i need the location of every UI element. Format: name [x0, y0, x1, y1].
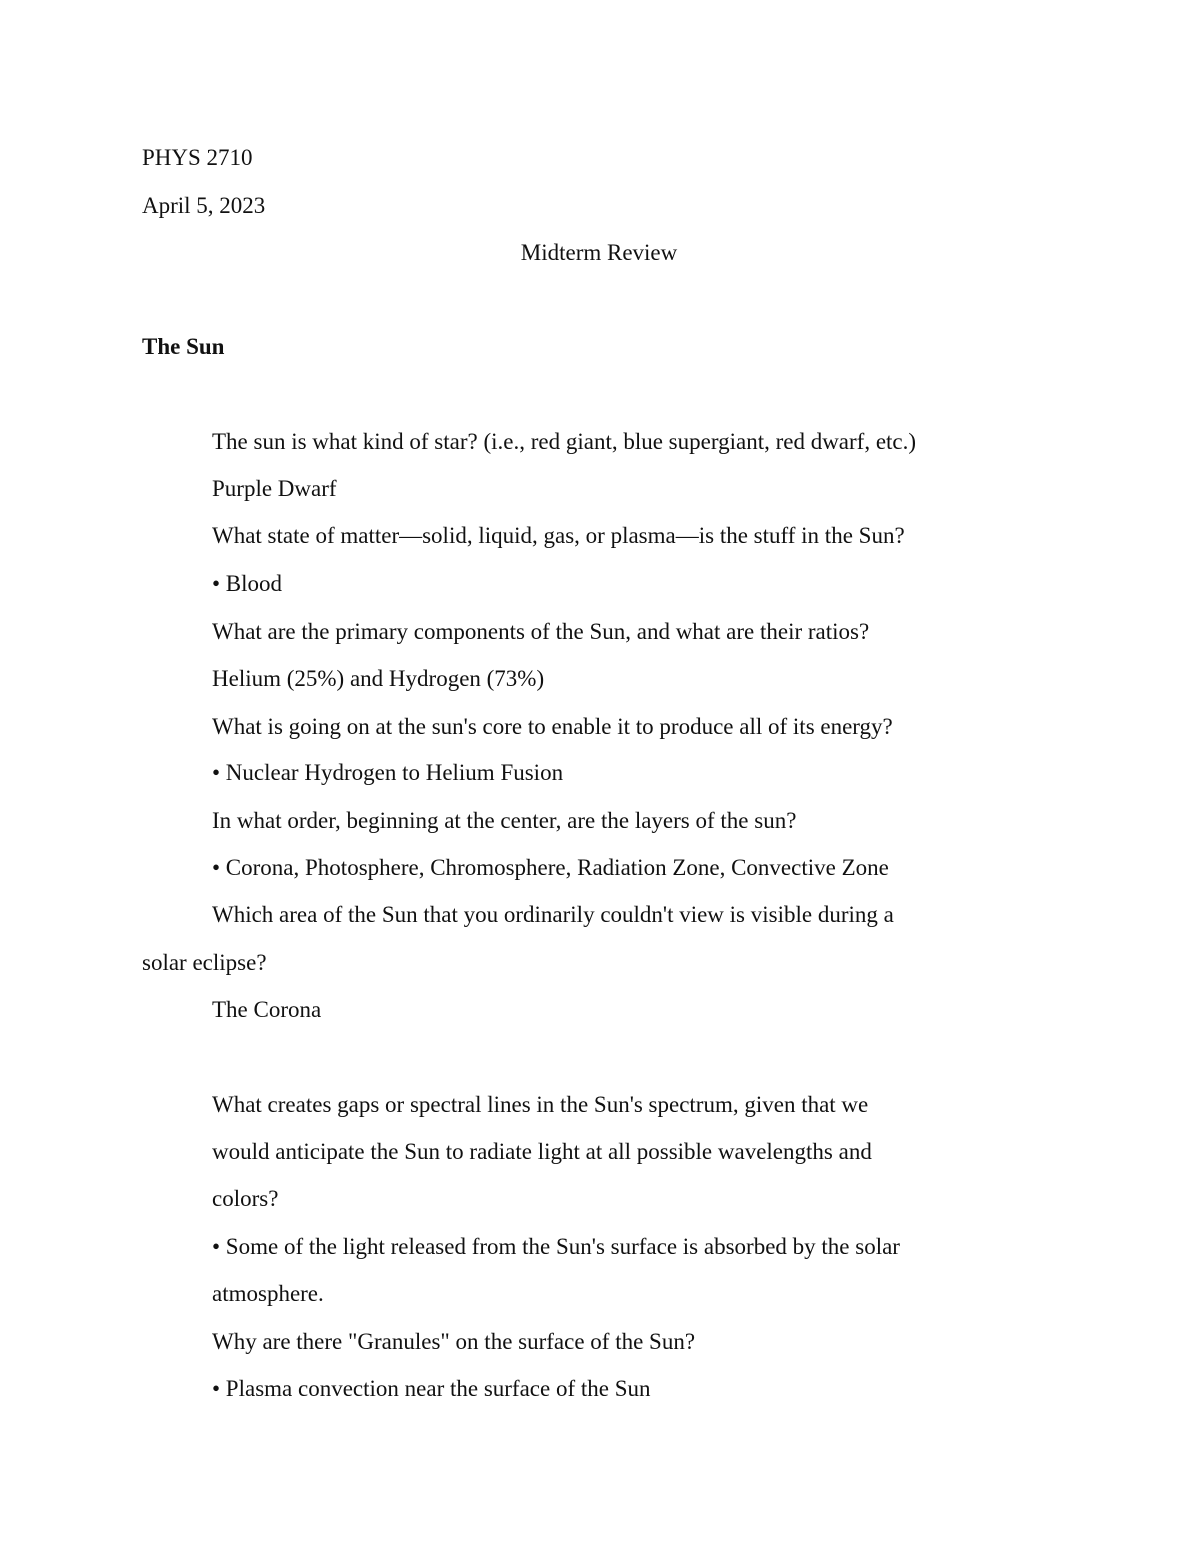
answer-star-type: Purple Dwarf [212, 476, 337, 501]
question-state-of-matter: What state of matter—solid, liquid, gas, or plasma—is the stuff in the Sun? [212, 523, 905, 548]
answer-core: • Nuclear Hydrogen to Helium Fusion [212, 760, 564, 785]
section-heading: The Sun [142, 334, 225, 359]
answer-spectrum-line-2: atmosphere. [212, 1281, 324, 1306]
question-granules: Why are there "Granules" on the surface of the Sun? [212, 1329, 696, 1354]
question-components: What are the primary components of the Sun, and what are their ratios? [212, 619, 870, 644]
answer-components: Helium (25%) and Hydrogen (73%) [212, 666, 545, 691]
answer-state-of-matter: • Blood [212, 571, 283, 596]
answer-spectrum-line-1: • Some of the light released from the Sun's surface is absorbed by the solar [212, 1234, 900, 1259]
question-spectrum-line-3: colors? [212, 1186, 279, 1211]
question-core: What is going on at the sun's core to enable it to produce all of its energy? [212, 714, 893, 739]
document-date: April 5, 2023 [142, 193, 266, 218]
answer-layers: • Corona, Photosphere, Chromosphere, Radiation Zone, Convective Zone [212, 855, 889, 880]
answer-granules: • Plasma convection near the surface of the Sun [212, 1376, 651, 1401]
question-layers: In what order, beginning at the center, are the layers of the sun? [212, 808, 797, 833]
question-eclipse-line-1: Which area of the Sun that you ordinarily couldn't view is visible during a [212, 902, 894, 927]
answer-eclipse: The Corona [212, 997, 322, 1022]
question-eclipse-line-2: solar eclipse? [142, 950, 267, 975]
question-spectrum-line-1: What creates gaps or spectral lines in the Sun's spectrum, given that we [212, 1092, 869, 1117]
question-spectrum-line-2: would anticipate the Sun to radiate light at all possible wavelengths and [212, 1139, 872, 1164]
question-star-type: The sun is what kind of star? (i.e., red giant, blue supergiant, red dwarf, etc.) [212, 429, 917, 454]
course-code: PHYS 2710 [142, 145, 253, 170]
page-title: Midterm Review [520, 240, 678, 265]
